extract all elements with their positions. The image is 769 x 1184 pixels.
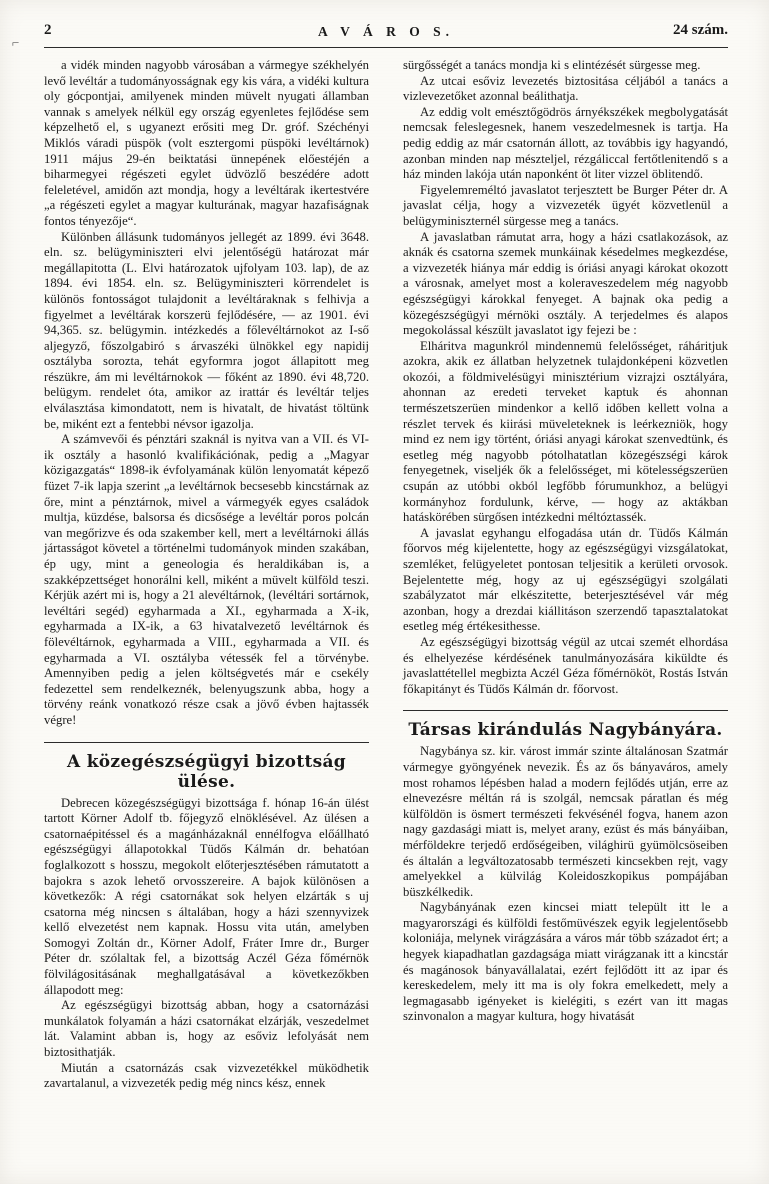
paragraph: A számvevői és pénztári szaknál is nyitva van a VII. és VI-ik osztály a hasonló kvalifikációnak, pedig a „Magyar közigazgatás“ 1898-ik évfolyamának külön lenyomatát képező füzet 7-ik lapja szerint „a levéltárnok becsesebb kincstárnak az őre, mint a pénztárnok, mivel a vármegyék egyes családok multja, küzdése, balsorsa és dicsősége a levéltár poros polcán van megőrizve és oda szakember kell, mert a levéltárnoki állás jártasságot követel a történelmi tudományok minden szakában, ép ugy, mint a geneologia és heraldikában is, a szakképzettséget honorálni kell, miként a müvelt külföld teszi. Kérjük azért mi is, hogy a 21 alevéltárnok, (levéltári sortárnok, levéltári segéd) egyharmada a XI., egyharmada a X-ik, egyharmada a IX-ik, a 63 hivatalvezető levéltárnok és fölevéltárnok, egyharmada a VIII., egyharmada a VII. és egyharmada a VI. osztályba vétessék fel a törvénybe. Amennyiben pedig a jelen költségvetés már e csekély fedezettel sem rendelkeznék, belenyugszunk abba, hogy a törvény reánk vonatkozó része csak a jövő évben hajtassék végre! <box>44 432 369 727</box>
publication-title: A V Á R O S. <box>317 24 455 39</box>
header-divider <box>44 47 728 48</box>
paragraph: Nagybánya sz. kir. várost immár szinte általánosan Szatmár vármegye gyöngyének nevezik. És az ős bányaváros, amely most rohamos lépésben halad a modern fejlődés utján, erre az elnevezésre méltán rá is szolgál, nemcsak páratlan és még külföldön is ösmert természeti fekvésénél fogva, hanem azon nagy gazdasági miatt is, melyet arany, ezüst és más bányáiban, mérföldekre terjedő erdőségeiben, világhirü gyümölcsöseiben és általán a legváltozatosabb természeti kincsekben rejt, vagy amelyekkel a külvilág Koleidoszkopikus pompájában büszkélkedik. <box>403 744 728 899</box>
paragraph: Különben állásunk tudományos jellegét az 1899. évi 3648. eln. sz. belügyminiszteri elvi jelentőségü határozat már megállapitotta (L. Elvi határozatok ujfolyam 103. lap), de az 1894. évi 1854. eln. sz. Belügyminiszteri körrendelet is különös fontosságot tulajdonit a levéltáraknak s felhivja a figyelmet a levéltárak korszerü fejlődésére, — az 1901. évi 94,365. sz. belügymin. intézkedés a főlevéltárnokot az I-ső aljegyző, főszolgabiró s árvaszéki ülnökkel egy napidij osztályba sorozta, tehát egyformra jogot állapitott meg részükre, ám mi levéltárnokok — főként az 1890. évi 48,720. belügym. rendelet óta, amikor az irattár és levéltár teljes elválasztása kimondatott, nem is hivatalt, de hivatást töltünk be, miként ezt a fentebbi névsor igazolja. <box>44 229 369 431</box>
page-number: 2 <box>44 22 52 38</box>
paragraph: Elháritva magunkról mindennemü felelősséget, ráháritjuk azokra, akik ez állatban helyzetnek tulajdonképeni közvetlen okozói, a földmivelésügyi minisztérium vizrajzi osztályára, ahonnan az eredeti terveket kaptuk és ahonnan természetszerüen mindenkor a kellő időben kellett volna a részlet tervek és kiirási müveleteknek is leérkezniök, hogy mind ez nem igy történt, óriási anyagi károkat szenvedtünk, és esetleg még nagyobb pótolhatatlan közegészségi károk fenyegetnek, viseljék ők a felelősséget, mi kötelességszerüen csupán az utóbbi okból legfőbb fórumunkhoz, a belügyi kormányhoz fordulunk, kérve, — hogy az aktákban hatáskörében sürgősen intézkedni méltóztassék. <box>403 338 728 525</box>
paragraph: Miután a csatornázás csak vizvezetékkel müködhetik zavartalanul, a vizvezeték pedig még nincs kész, ennek <box>44 1060 369 1091</box>
paragraph: sürgősségét a tanács mondja ki s elintézését sürgesse meg. <box>403 58 701 72</box>
article-columns <box>44 58 728 1168</box>
section-divider <box>403 710 728 711</box>
left-column <box>44 58 369 1168</box>
margin-mark: ⌐ <box>12 35 20 50</box>
paragraph: Figyelemreméltó javaslatot terjesztett be Burger Péter dr. A javaslat célja, hogy a vizvezeték ügyét közvetlenül a belügyminiszternél sürgesse meg a tanács. <box>403 182 728 228</box>
paragraph: A javaslatban rámutat arra, hogy a házi csatlakozások, az aknák és csatorna szemek munkáinak késedelmes megkezdése, a vizvezeték hiánya már eddig is óriási anyagi károkat okozott a városnak, amelyet most a koleraveszedelem még nagyobb egészségügyi károkkal fenyeget. A bajnak oka pedig a közegészségügyi mérnöki osztály. A terjedelmes és alapos megokolással készült javaslatot igy fejezi be : <box>403 229 728 338</box>
section-divider <box>44 742 369 743</box>
right-column <box>403 58 728 1168</box>
section-title-excursion: Társas kirándulás Nagybányára. <box>408 720 723 741</box>
page-header <box>44 22 728 48</box>
paragraph: a vidék minden nagyobb városában a vármegye székhelyén levő levéltár a tudományosságnak egy kis vára, a vidéki kultura oly gócpontjai, amilyenek minden müvelt nyugati államban vannak s amelyek nélkül egy ország egyenletes fejlődése sem képzelhető el, s ugyanezt erősiti meg Dr. gróf. Széchényi Miklós váradi püspök (volt esztergomi püspöki levéltárnok) 1911 május 29-én beiktatási ünnepének előestéjén a biharmegyei régészeti egylet üdvözlő beszédére adott feleletével, amidőn azt mondja, hogy a levéltárak ikertestvére „a régészeti egylet a magyar kulturának, magyar hazafiságnak fontos tényezője“. <box>44 58 369 228</box>
paragraph: Az utcai esőviz levezetés biztositása céljából a tanács a vizlevezetőket azonnal beálithatja. <box>403 73 728 104</box>
paragraph: Az eddig volt emésztőgödrös árnyékszékek megbolygatását nemcsak feleslegesnek, hanem veszedelmesnek is tartja. Ha pedig eddig az már csatornán állott, az továbbis igy hagyandó, azonban minden nap mészteljel, rézgáliccal fertőtlenitendő s a ház minden lakója után naponként öt liter vizzel öblitendő. <box>403 104 728 182</box>
paragraph: Az egészségügyi bizottság végül az utcai szemét elhordása és elhelyezése kérdésének tanulmányozására kiküldte és javaslattétellel megbizta Aczél Géza főmérnököt, Rostás István főkapitányt és Tüdős Kálmán dr. főorvost. <box>403 634 728 696</box>
paragraph: Debrecen közegészségügyi bizottsága f. hónap 16-án ülést tartott Körner Adolf tb. főjegyző elnöklésével. Az ülésen a csatornaépitéssel és a magánházaknál ennélfogva előállható egészségügyi állapotokkal Tüdős Kálmán dr. behatóan foglalkozott s hosszu, megokolt előterjesztésében rámutatott a bajokra s azok lehető orvosszereire. A bajok különösen a következők: A régi csatornákat sok helyen elzárták s uj csatorna még nincsen s általában, hogy a házi szennyvizek kellő elvezetést nem kapnak. Hossu vita után, amelyben Somogyi Zoltán dr., Körner Adolf, Fráter Imre dr., Burger Péter dr. szólaltak fel, a bizottság Aczél Géza főmérnök fölvilágositásának meghallgatásával a következőkben állapodott meg: <box>44 795 369 997</box>
issue-number: 24 szám. <box>673 22 728 38</box>
paragraph: Nagybányának ezen kincsei miatt települt itt le a magyarországi és külföldi festőmüvészek egyik legjelentősebb koloniája, melynek virágzására a város már több századot ért; a hegyek kiapadhatlan gazdagsága miatt virágzanak itt a kincstár és magánosok bányavállalatai, ezért fejlődött itt az ipar és kereskedelem, mely itt ma is oly fokra emelkedett, mely a legmagasabb igényeket is kielégiti, s ezért van itt magas szinvonalon a magyar kultura, hogy hivatását <box>403 900 728 1024</box>
paragraph: A javaslat egyhangu elfogadása után dr. Tüdős Kálmán főorvos még kijelentette, hogy az egészségügyi vizsgálatokat, szemléket, felügyeletet pontosan teljesitik a kerületi orvosok. Bejelentette még, hogy az uj egészségügyi szolgálati szabályzatot már elkészitette, beterjesztésével vár még azonban, hogy a drezdai kiállitáson szerzendő tapasztalatokat esetleg még értékesithesse. <box>403 525 728 634</box>
section-title-hygiene-committee: A közegészségügyi bizottság ülése. <box>66 751 346 792</box>
paragraph: Az egészségügyi bizottság abban, hogy a csatornázási munkálatok folyamán a házi csatornákat elzárják, veszedelmet lát. Valamint abban is, hogy az esőviz lefolyását nem biztosithatják. <box>44 998 369 1060</box>
